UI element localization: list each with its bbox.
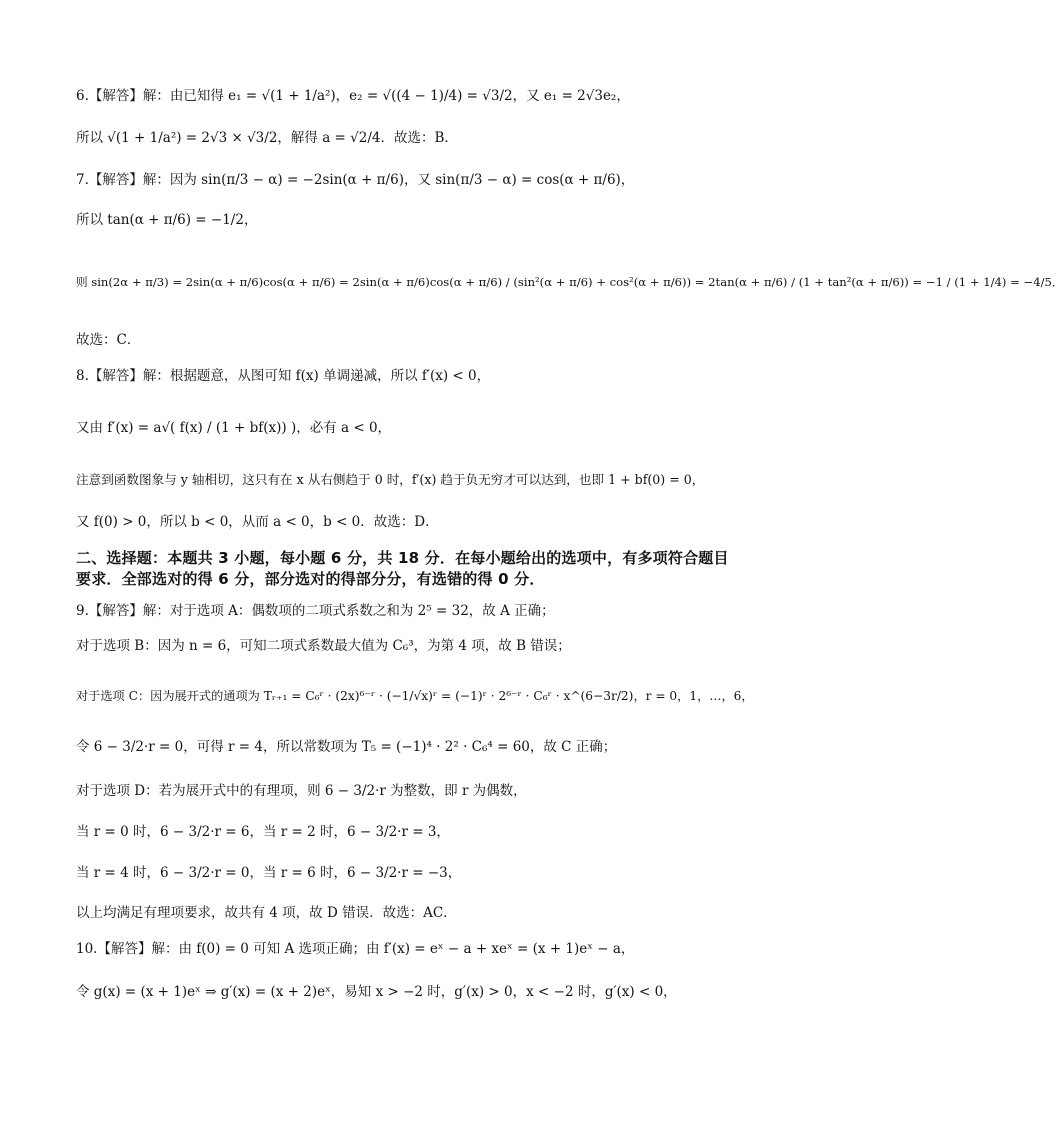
q9-line-3: 对于选项 C：因为展开式的通项为 Tᵣ₊₁ = C₆ʳ · (2x)⁶⁻ʳ · (−1/√x)ʳ = (−1)ʳ · 2⁶⁻ʳ · C₆ʳ · x^(6−3r/2)，r = 0，1，…，6，: [76, 689, 754, 703]
q8-line-3: 注意到函数图象与 y 轴相切，这只有在 x 从右侧趋于 0 时，f′(x) 趋于负无穷才可以达到，也即 1 + bf(0) = 0，: [76, 472, 705, 487]
q10-line-2: 令 g(x) = (x + 1)eˣ ⇒ g′(x) = (x + 2)eˣ，易知 x > −2 时，g′(x) > 0，x < −2 时，g′(x) < 0，: [76, 984, 677, 1000]
q8-line-2: 又由 f′(x) = a√( f(x) / (1 + bf(x)) )，必有 a < 0，: [76, 420, 392, 436]
section-heading: 二、选择题：本题共 3 小题，每小题 6 分，共 18 分．在每小题给出的选项中，有多项符合题目要求．全部选对的得 6 分，部分选对的得部分分，有选错的得 0 分．: [76, 549, 729, 588]
q6-line-2: 所以 √(1 + 1/a²) = 2√3 × √3/2，解得 a = √2/4．故选：B．: [76, 130, 458, 146]
q6-line-1: 6.【解答】解：由已知得 e₁ = √(1 + 1/a²)，e₂ = √((4 − 1)/4) = √3/2，又 e₁ = 2√3e₂，: [76, 88, 630, 104]
q9-line-7: 当 r = 4 时，6 − 3/2·r = 0，当 r = 6 时，6 − 3/2·r = −3，: [76, 865, 462, 881]
q7-line-3: 则 sin(2α + π/3) = 2sin(α + π/6)cos(α + π/6) = 2sin(α + π/6)cos(α + π/6) / (sin²(α + π/6) + cos²(α + π/6)) = 2tan(α + π/6) / (1 + tan²(α + π/6)) = −1 / (1 + 1/4) = −4/5．: [76, 275, 1063, 289]
q7-line-1: 7.【解答】解：因为 sin(π/3 − α) = −2sin(α + π/6)，又 sin(π/3 − α) = cos(α + π/6)，: [76, 172, 635, 188]
q8-line-4: 又 f(0) > 0，所以 b < 0，从而 a < 0，b < 0．故选：D．: [76, 514, 439, 530]
q9-line-5: 对于选项 D：若为展开式中的有理项，则 6 − 3/2·r 为整数，即 r 为偶数，: [76, 783, 527, 799]
q9-line-8: 以上均满足有理项要求，故共有 4 项，故 D 错误．故选：AC．: [76, 905, 457, 921]
q7-answer: 故选：C．: [76, 332, 141, 348]
q9-line-1: 9.【解答】解：对于选项 A：偶数项的二项式系数之和为 2⁵ = 32，故 A 正确；: [76, 603, 555, 619]
q10-line-1: 10.【解答】解：由 f(0) = 0 可知 A 选项正确；由 f′(x) = eˣ − a + xeˣ = (x + 1)eˣ − a，: [76, 941, 635, 957]
q9-line-2: 对于选项 B：因为 n = 6，可知二项式系数最大值为 C₆³，为第 4 项，故 B 错误；: [76, 638, 571, 654]
q7-line-2: 所以 tan(α + π/6) = −1/2，: [76, 212, 258, 228]
q8-line-1: 8.【解答】解：根据题意，从图可知 f(x) 单调递减，所以 f′(x) < 0，: [76, 368, 491, 384]
q9-line-6: 当 r = 0 时，6 − 3/2·r = 6，当 r = 2 时，6 − 3/2·r = 3，: [76, 824, 450, 840]
q9-line-4: 令 6 − 3/2·r = 0，可得 r = 4，所以常数项为 T₅ = (−1)⁴ · 2² · C₆⁴ = 60，故 C 正确；: [76, 739, 617, 755]
